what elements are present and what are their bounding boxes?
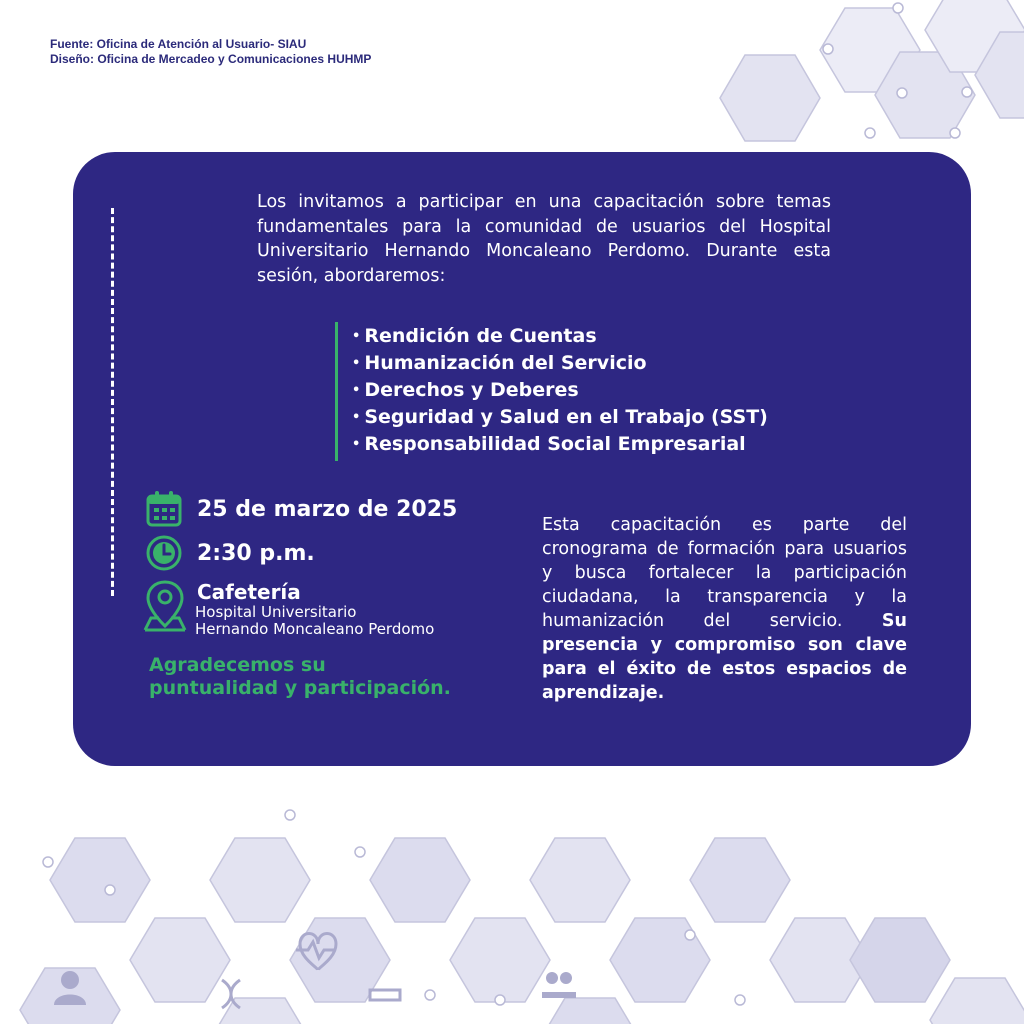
closing-bold-text: Su presencia y compromiso son clave para el éxito de estos espacios de aprendizaje. (542, 611, 907, 703)
credits (50, 37, 371, 67)
intro-paragraph: Los invitamos a participar en una capacitación sobre temas fundamentales para la comunidad de usuarios del Hospital Universitario Hernando Moncaleano Perdomo. Durante esta sesión, abordaremos: (257, 192, 831, 286)
topic-item: • Seguridad y Salud en el Trabajo (SST) (352, 405, 768, 432)
time-text: 2:30 p.m. (197, 540, 315, 566)
topic-item: • Responsabilidad Social Empresarial (352, 432, 768, 459)
clock-icon (145, 534, 183, 572)
topic-item: • Rendición de Cuentas (352, 324, 768, 351)
place-address-line: Hernando Moncaleano Perdomo (195, 620, 435, 638)
event-time (145, 534, 315, 572)
topics-list (335, 322, 768, 461)
topic-item: • Humanización del Servicio (352, 351, 768, 378)
date-text: 25 de marzo de 2025 (197, 496, 458, 522)
thanks-message (149, 654, 509, 700)
credits-design: Diseño: Oficina de Mercadeo y Comunicaciones HUHMP (50, 52, 372, 66)
credits-source: Fuente: Oficina de Atención al Usuario- SIAU (50, 37, 307, 51)
event-place (141, 578, 521, 648)
place-name: Cafetería (197, 580, 301, 604)
place-address (195, 604, 434, 638)
closing-paragraph (542, 513, 907, 705)
topic-item: • Derechos y Deberes (352, 378, 768, 405)
location-pin-icon (141, 580, 189, 632)
dashed-divider (111, 208, 114, 596)
closing-text: Esta capacitación es parte del cronograma de formación para usuarios y busca fortalecer la participación ciudadana, la transparencia y la humanización del servicio. (542, 515, 907, 631)
place-address-line: Hospital Universitario (195, 603, 357, 621)
thanks-line: puntualidad y participación. (149, 677, 451, 699)
thanks-line: Agradecemos su (149, 654, 326, 676)
invitation-card (73, 152, 971, 766)
calendar-icon (145, 490, 183, 528)
event-date (145, 490, 457, 528)
